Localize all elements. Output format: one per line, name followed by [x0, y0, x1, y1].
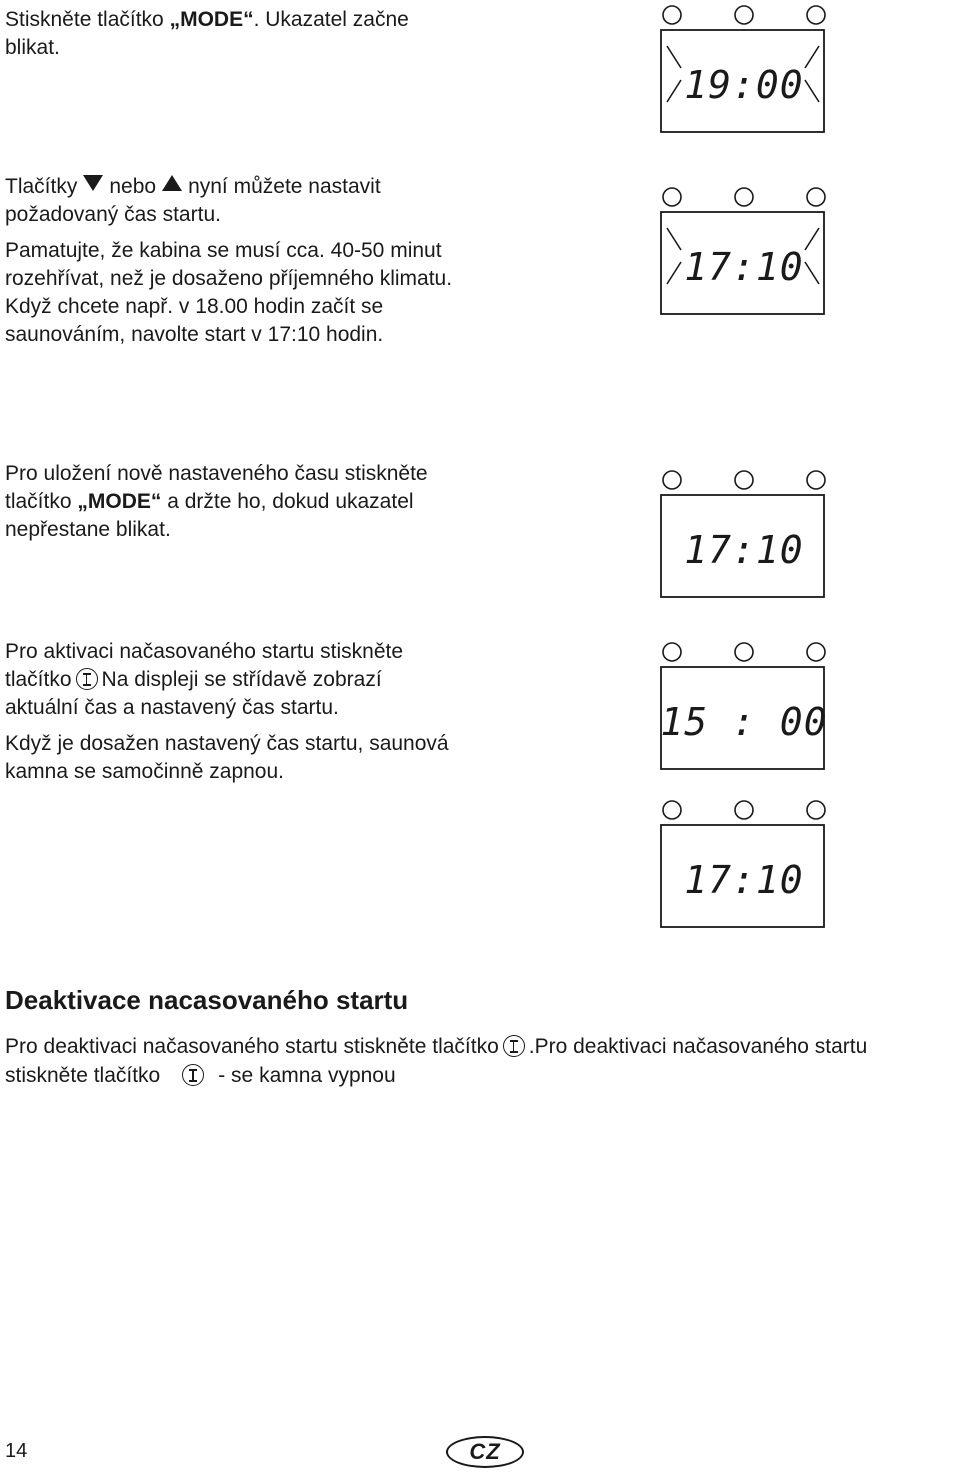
display-time: 17:10: [684, 858, 804, 902]
indicator-light-1: [663, 801, 681, 819]
triangle-down-icon: [83, 175, 103, 191]
step1-text: Stiskněte tlačítko „MODE“. Ukazatel začne blikat.: [5, 8, 409, 59]
blink-ray: [805, 46, 819, 68]
indicator-light-2: [735, 643, 753, 661]
indicator-light-2: [735, 801, 753, 819]
step4-text: Pro aktivaci načasovaného startu stiskněte tlačítko Na displeji se střídavě zobrazí aktuální čas a nastavený čas startu. Když je dosažen nastavený čas startu, saunová kamna se samočinně zapnou.: [5, 638, 455, 786]
step2-note: Pamatujte, že kabina se musí cca. 40-50 minut rozehřívat, než je dosaženo příjemného klimatu. Když chcete např. v 18.00 hodin začít se saunováním, navolte start v 17:10 hodin.: [5, 239, 453, 346]
indicator-light-3: [807, 643, 825, 661]
indicator-light-1: [663, 471, 681, 489]
display-3-svg: [655, 469, 835, 601]
display-time: 17:10: [684, 528, 804, 572]
blink-ray: [805, 80, 819, 102]
display-2-svg: [655, 186, 835, 318]
display-time: 17:10: [684, 245, 804, 289]
indicator-light-2: [735, 188, 753, 206]
display-panel-5: [655, 799, 835, 931]
display-time: 19:00: [684, 63, 804, 107]
indicator-light-3: [807, 6, 825, 24]
page-number: 14: [5, 1440, 28, 1462]
blink-ray: [667, 262, 681, 284]
blink-ray: [805, 228, 819, 250]
indicator-light-1: [663, 188, 681, 206]
display-panel-2: [655, 186, 835, 318]
display-5-svg: [655, 799, 835, 931]
blink-ray: [667, 80, 681, 102]
blink-ray: [805, 262, 819, 284]
country-code: CZ: [469, 1439, 501, 1464]
indicator-light-2: [735, 6, 753, 24]
display-time: 15 : 00: [660, 700, 828, 744]
indicator-light-3: [807, 471, 825, 489]
display-panel-4: [655, 641, 835, 773]
display-1-svg: [655, 4, 835, 136]
indicator-light-3: [807, 188, 825, 206]
triangle-up-icon: [162, 175, 182, 191]
timer-button-icon: [76, 668, 98, 690]
section-heading: Deaktivace nacasovaného startu: [5, 985, 409, 1015]
indicator-light-1: [663, 6, 681, 24]
country-badge: [446, 1436, 524, 1468]
indicator-light-3: [807, 801, 825, 819]
display-4-svg: [655, 641, 835, 773]
indicator-light-1: [663, 643, 681, 661]
display-panel-1: [655, 4, 835, 136]
step3-text: Pro uložení nově nastaveného času stiskněte tlačítko „MODE“ a držte ho, dokud ukazatel nepřestane blikat.: [5, 462, 428, 541]
deactivation-text: Pro deaktivaci načasovaného startu stiskněte tlačítko .Pro deaktivaci načasovaného startu stiskněte tlačítko - se kamna vypnou: [5, 1035, 868, 1087]
step2-text: Tlačítky nebo nyní můžete nastavit požadovaný čas startu. Pamatujte, že kabina se musí cca. 40-50 minut rozehřívat, než je dosaženo příjemného klimatu. Když chcete např. v 18.00 hodin začít se saunováním, navolte start v 17:10 hodin.: [5, 173, 455, 349]
blink-ray: [667, 46, 681, 68]
blink-ray: [667, 228, 681, 250]
step4-note: Když je dosažen nastavený čas startu, saunová kamna se samočinně zapnou.: [5, 732, 449, 783]
indicator-light-2: [735, 471, 753, 489]
timer-button-icon: [182, 1064, 204, 1086]
timer-button-icon: [503, 1035, 525, 1057]
display-panel-3: [655, 469, 835, 601]
